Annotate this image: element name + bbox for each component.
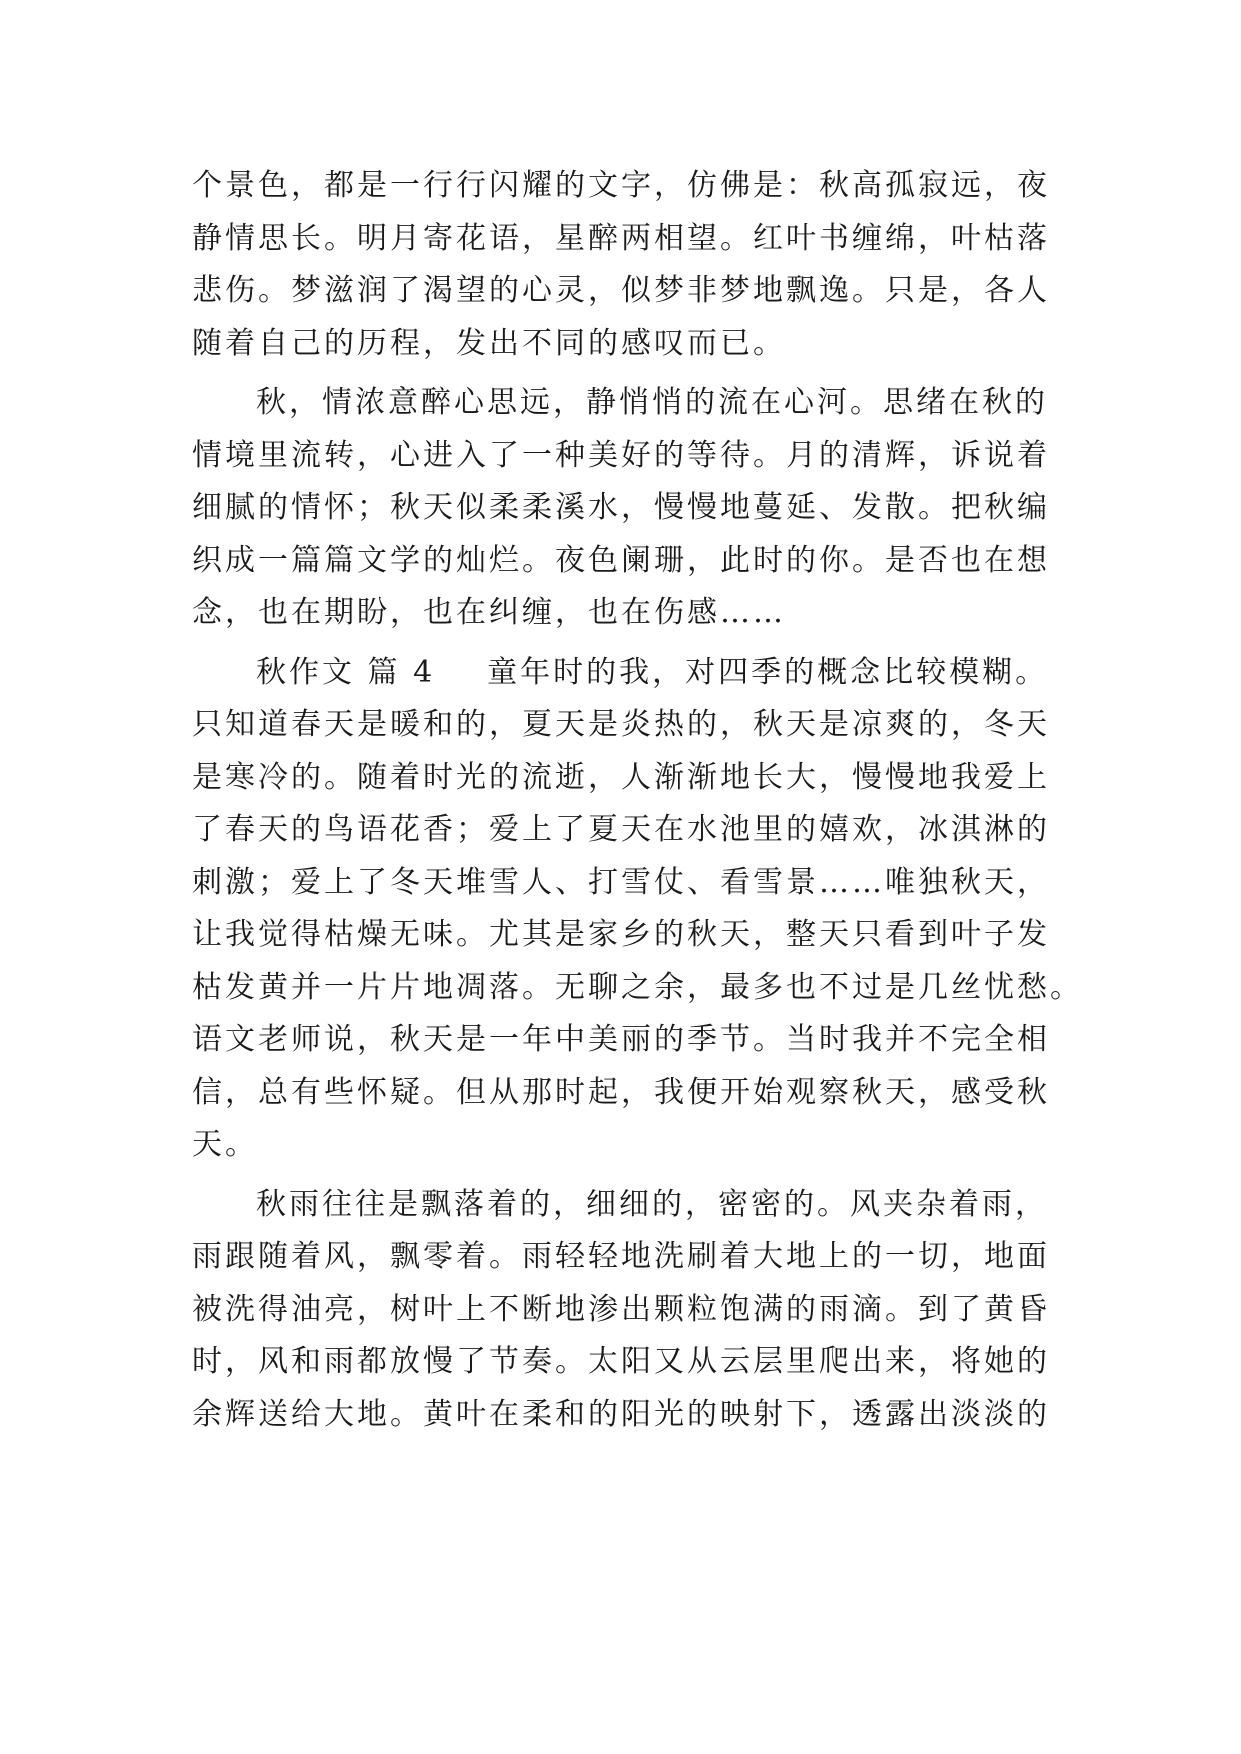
text-line: 织成一篇篇文学的灿烂。夜色阑珊，此时的你。是否也在想	[192, 542, 1050, 578]
text-line	[192, 647, 1072, 700]
text-line: 悲伤。梦滋润了渴望的心灵，似梦非梦地飘逸。只是，各人	[192, 273, 1050, 308]
text-line: 被洗得油亮，树叶上不断地渗出颗粒饱满的雨滴。到了黄昏	[192, 1291, 1050, 1327]
text-line: 念，也在期盼，也在纠缠，也在伤感……	[192, 595, 786, 630]
paragraph-spacing	[192, 640, 1072, 647]
text-line: 情境里流转，心进入了一种美好的等待。月的清辉，诉说着	[192, 437, 1050, 473]
paragraph-spacing	[192, 1172, 1072, 1179]
text-line: 让我觉得枯燥无味。尤其是家乡的秋天，整天只看到叶子发	[192, 917, 1050, 952]
text-line: 雨跟随着风，飘零着。雨轻轻地洗刷着大地上的一切，地面	[192, 1239, 1050, 1274]
paragraph	[192, 647, 1083, 1172]
text-line: 秋，情浓意醉心思远，静悄悄的流在心河。思绪在秋的	[256, 385, 1048, 420]
text-line: 个景色，都是一行行闪耀的文字，仿佛是：秋高孤寂远，夜	[192, 168, 1050, 203]
text-line: 时，风和雨都放慢了节奏。太阳又从云层里爬出来，将她的	[192, 1344, 1050, 1379]
paragraph-spacing	[192, 370, 1072, 377]
text-line: 余辉送给大地。黄叶在柔和的阳光的映射下，透露出淡淡的	[192, 1396, 1050, 1432]
document-body	[192, 160, 1083, 1441]
text-line: 细腻的情怀；秋天似柔柔溪水，慢慢地蔓延、发散。把秋编	[192, 490, 1050, 525]
paragraph	[192, 1179, 1072, 1442]
text-line: 刺激；爱上了冬天堆雪人、打雪仗、看雪景……唯独秋天，	[192, 864, 1050, 900]
text-line: 只知道春天是暖和的，夏天是炎热的，秋天是凉爽的，冬天	[192, 707, 1050, 742]
text-line: 是寒冷的。随着时光的流逝，人渐渐地长大，慢慢地我爱上	[192, 759, 1050, 795]
section-heading: 秋作文 篇 4	[256, 654, 436, 690]
text-line-content: 童年时的我，对四季的概念比较模糊。	[487, 654, 1049, 690]
text-line: 信，总有些怀疑。但从那时起，我便开始观察秋天，感受秋	[192, 1074, 1050, 1110]
text-line: 静情思长。明月寄花语，星醉两相望。红叶书缠绵，叶枯落	[192, 220, 1050, 256]
text-line: 了春天的鸟语花香；爱上了夏天在水池里的嬉欢，冰淇淋的	[192, 812, 1050, 847]
text-line: 语文老师说，秋天是一年中美丽的季节。当时我并不完全相	[192, 1022, 1050, 1057]
paragraph	[192, 160, 1072, 370]
paragraph	[192, 377, 1072, 640]
text-line: 随着自己的历程，发出不同的感叹而已。	[192, 325, 786, 361]
text-line: 天。	[192, 1127, 258, 1162]
text-line: 枯发黄并一片片地凋落。无聊之余，最多也不过是几丝忧愁。	[192, 969, 1083, 1005]
text-line: 秋雨往往是飘落着的，细细的，密密的。风夹杂着雨，	[256, 1186, 1048, 1222]
